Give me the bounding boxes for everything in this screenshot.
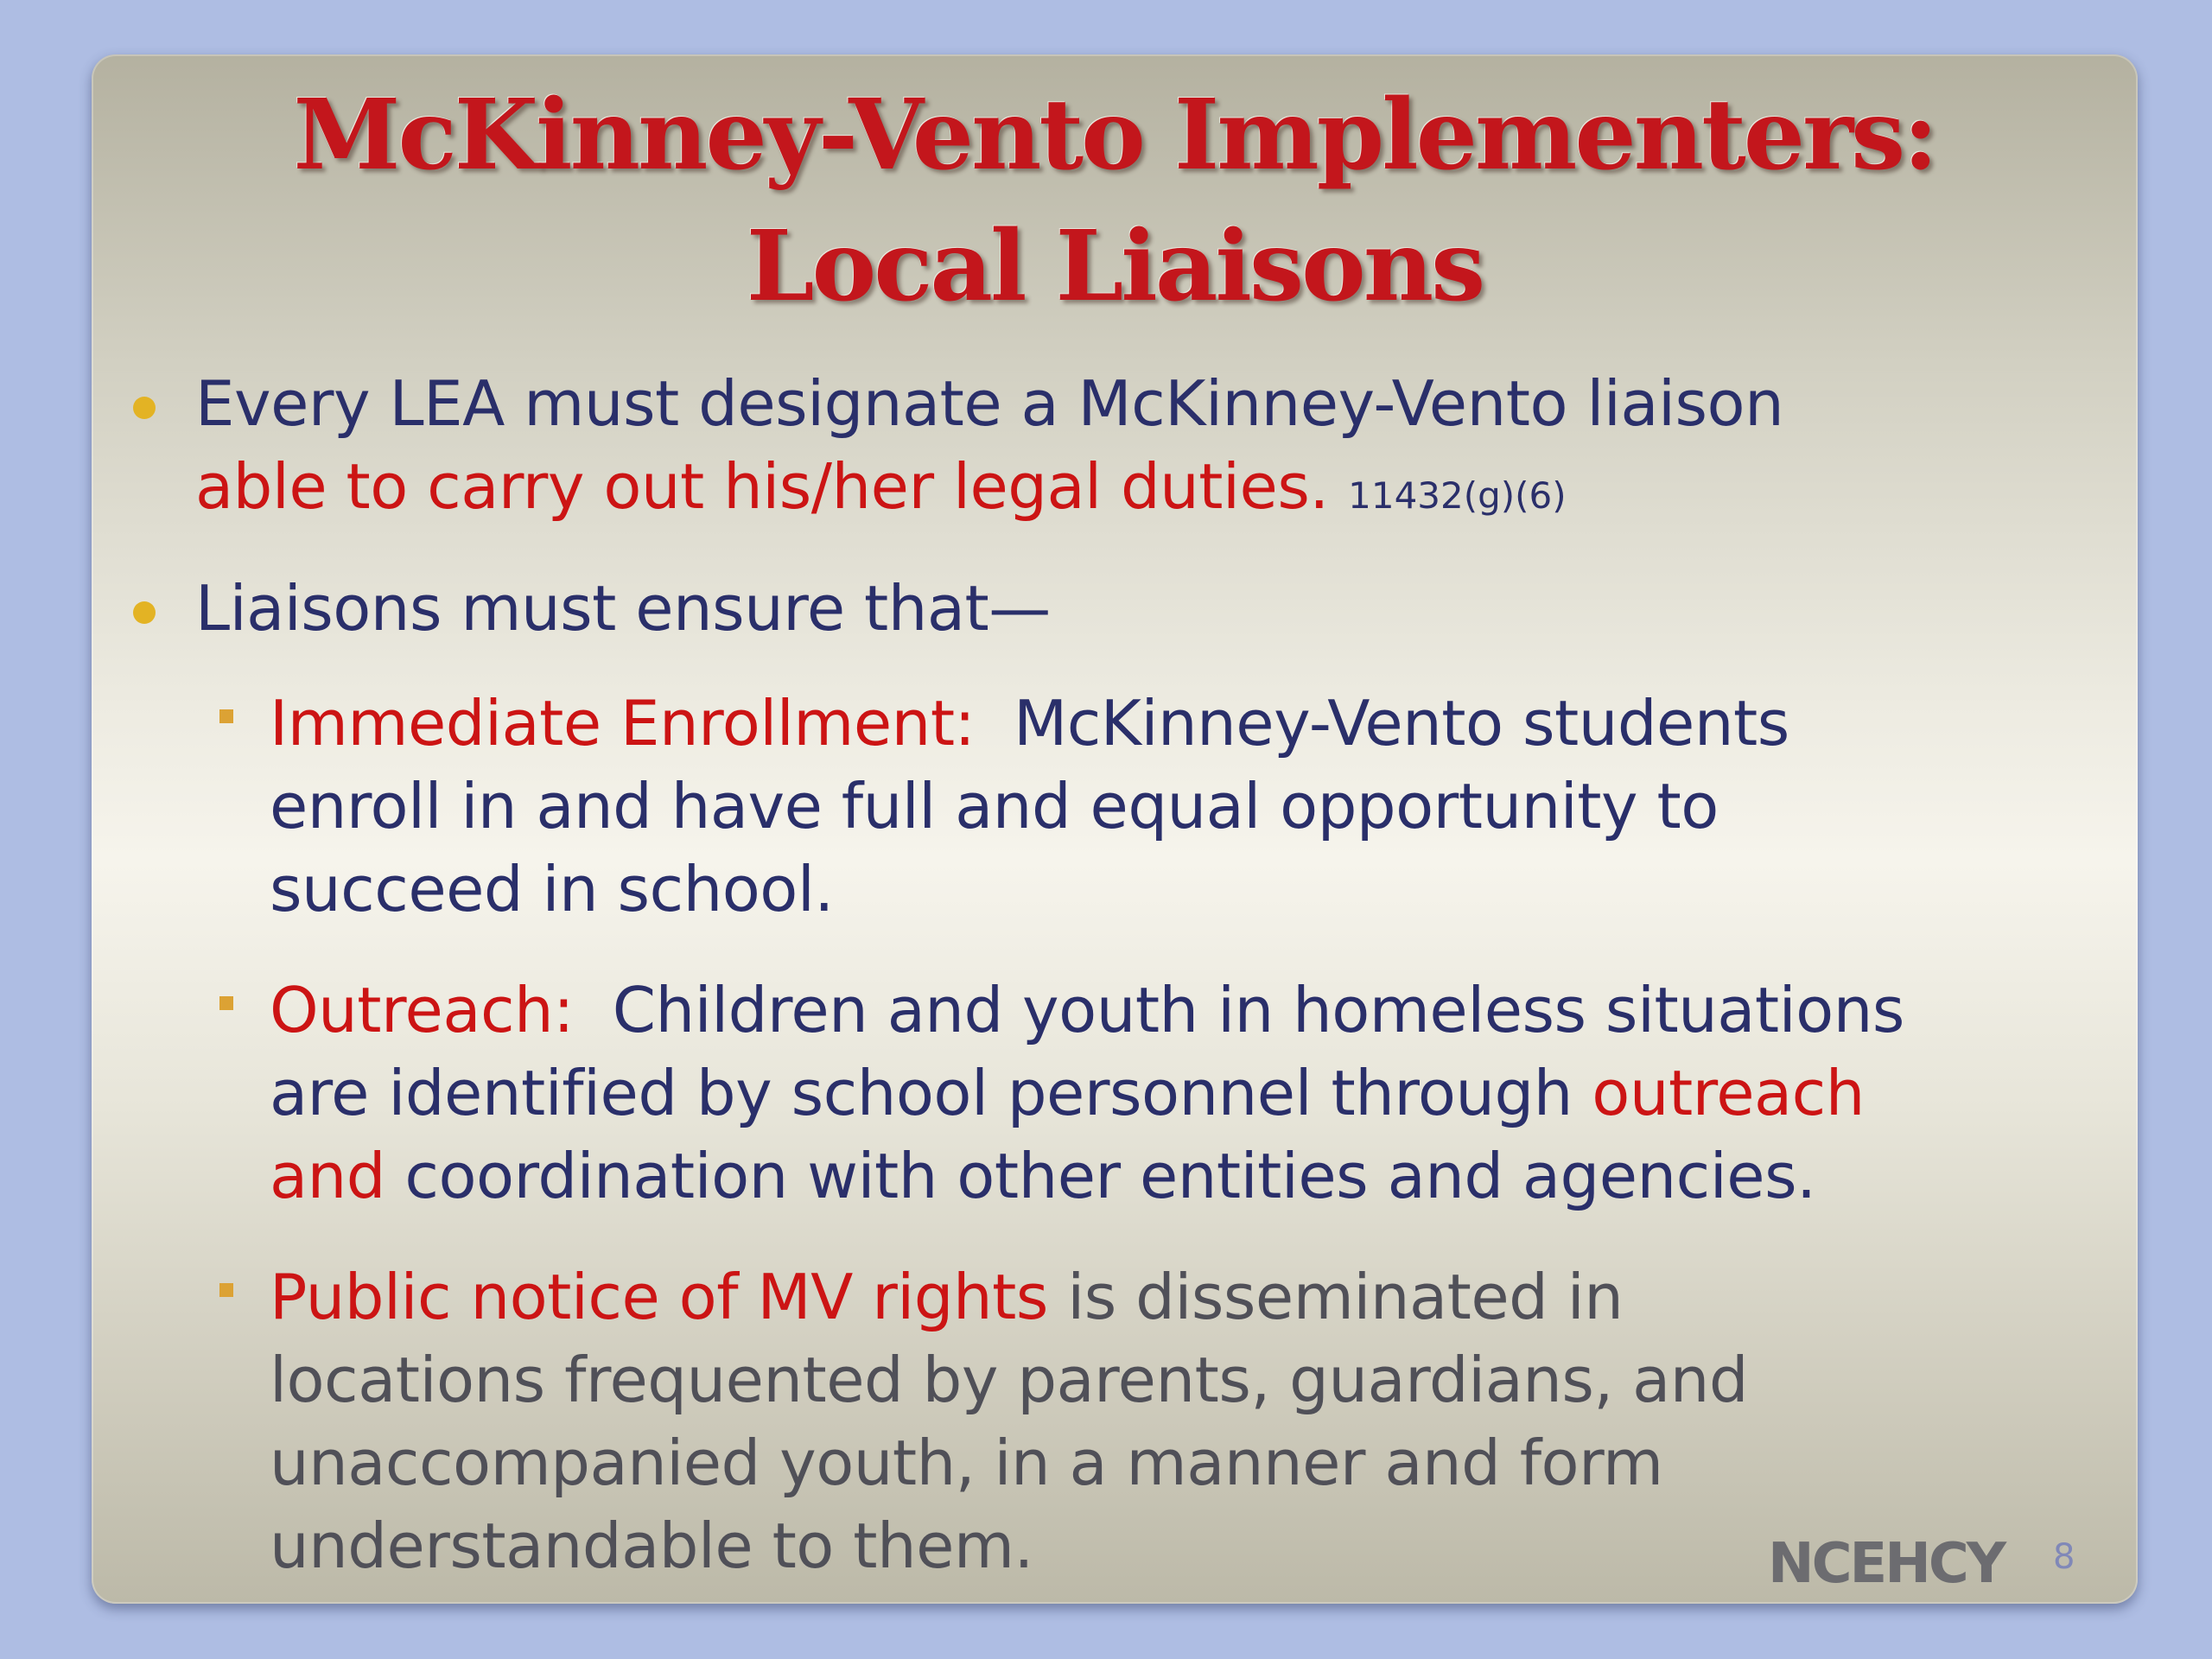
sub-3-label: Public notice of MV rights	[270, 1261, 1048, 1333]
bullet-1-emphasis: able to carry out his/her legal duties.	[195, 450, 1329, 523]
title-line-1: McKinney-Vento Implementers:	[293, 79, 1936, 192]
bullet-2-line	[195, 567, 1051, 650]
bullet-1-text: Every LEA must designate a McKinney-Vento liaison	[195, 367, 1784, 440]
sub-1-label: Immediate Enrollment:	[270, 687, 976, 760]
ncehcy-logo: NCEHCY	[1768, 1532, 2005, 1596]
sub-1-text: McKinney-Vento students	[1014, 687, 1789, 760]
slide-title	[92, 70, 2138, 333]
sub-2-line-3	[270, 1135, 1815, 1217]
sub-bullet-square-icon	[219, 709, 233, 723]
sub-bullet-square-icon	[219, 1283, 233, 1297]
sub-2-line-3-emphasis: and	[270, 1140, 385, 1212]
bullet-2-text: Liaisons must ensure that—	[195, 572, 1051, 645]
sub-3-line-1	[270, 1255, 1623, 1338]
sub-3-line-2: locations frequented by parents, guardians, and	[270, 1344, 1749, 1416]
sub-2-line-1	[270, 969, 1904, 1052]
bullet-1-line-2	[195, 445, 1567, 537]
bullet-1-citation: 11432(g)(6)	[1348, 474, 1567, 517]
bullet-dot-icon	[133, 601, 156, 624]
sub-2-line-3-text: coordination with other entities and agencies.	[404, 1140, 1816, 1212]
sub-3-line-3: unaccompanied youth, in a manner and form	[270, 1427, 1663, 1499]
sub-3-line-4: understandable to them.	[270, 1510, 1033, 1582]
sub-1-line-3: succeed in school.	[270, 853, 834, 925]
sub-1-line-2: enroll in and have full and equal opportunity to	[270, 770, 1719, 842]
slide	[92, 54, 2138, 1604]
sub-2-line-2	[270, 1052, 1865, 1135]
sub-2-text: Children and youth in homeless situations	[612, 974, 1904, 1046]
sub-3-text: is disseminated in	[1067, 1261, 1624, 1333]
sub-2-line-2-emphasis: outreach	[1592, 1057, 1865, 1129]
bullet-dot-icon	[133, 397, 156, 419]
sub-2-line-2-text: are identified by school personnel through	[270, 1057, 1573, 1129]
sub-2-label: Outreach:	[270, 974, 574, 1046]
sub-1-line-1	[270, 682, 1789, 765]
title-line-2: Local Liaisons	[746, 210, 1484, 323]
sub-bullet-square-icon	[219, 996, 233, 1010]
bullet-1-line-1	[195, 362, 1783, 445]
page-number: 8	[2053, 1537, 2075, 1577]
